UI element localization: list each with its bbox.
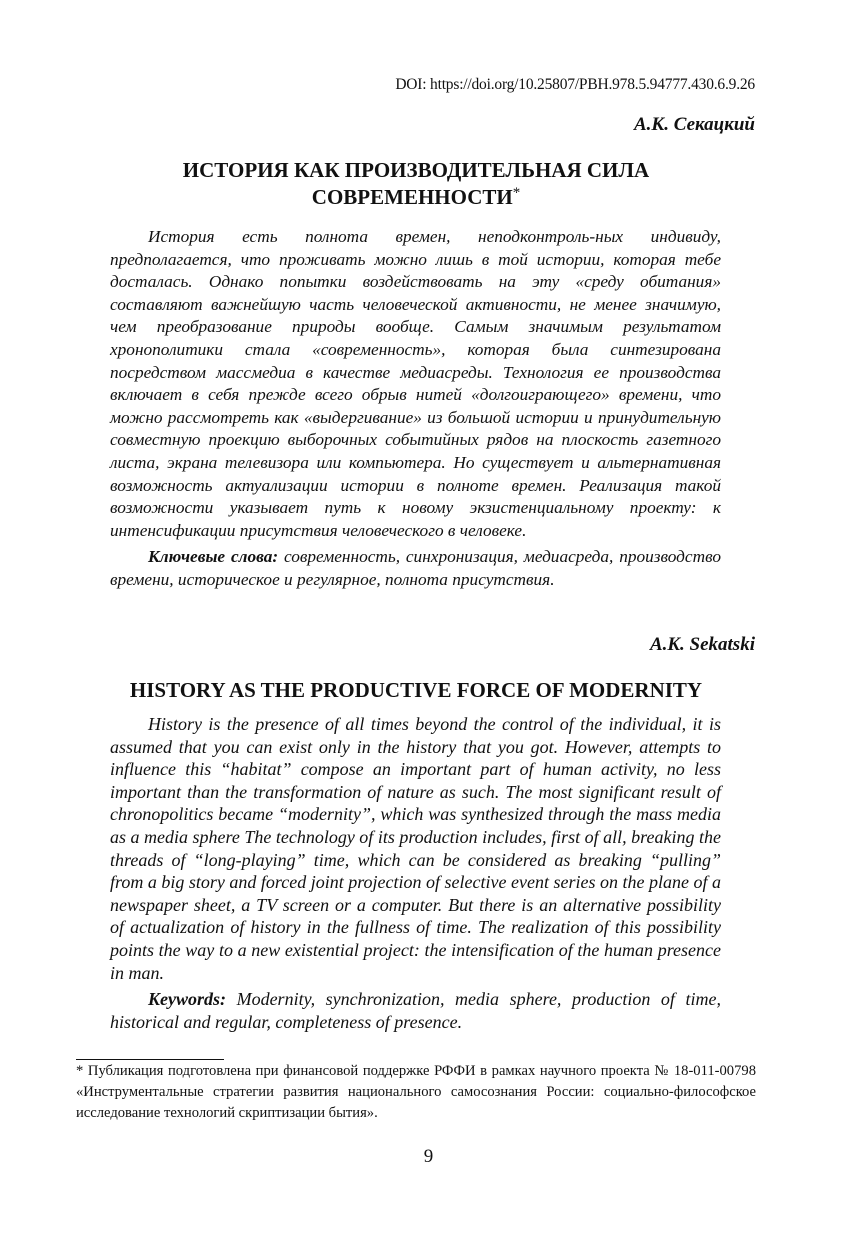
footnote-marker: *: [512, 185, 521, 201]
author-en: A.K. Sekatski: [649, 634, 755, 655]
keywords-ru-label: Ключевые слова:: [148, 547, 279, 567]
footnote-divider: [76, 1059, 224, 1060]
keywords-ru-text: современность, синхронизация, медиасреда, производство времени, историческое и регулярное, полнота присутствия.: [110, 547, 721, 589]
abstract-ru: [110, 226, 721, 592]
keywords-en-label: Keywords:: [148, 989, 226, 1010]
keywords-ru: [110, 546, 721, 591]
doi-line: DOI: https://doi.org/10.25807/PBH.978.5.94777.430.6.9.26: [395, 76, 755, 93]
title-ru-line2: [110, 184, 722, 211]
abstract-ru-text: История есть полнота времен, неподконтроль-ных индивиду, предполагается, что проживать можно лишь в той истории, которая тебе досталась. Однако попытки воздействовать на эту «среду обитания» составляют важнейшую часть человеческой активности, не менее значимую, чем преобразование природы вообще. Самым значимым результатом хронополитики стала «современность», которая была синтезирована посредством массмедиа в качестве медиасреды. Технология ее производства включает в себя прежде всего обрыв нитей «долгоиграющего» времени, что можно рассмотреть как «выдергивание» из большой истории и принудительную совместную проекцию выборочных событийных рядов на плоскость газетного листа, экрана телевизора или компьютера. Но существует и альтернативная возможность актуализации истории в полноте времен. Реализация такой возможности указывает путь к новому экзистенциальному проекту: к интенсификации присутствия человеческого в человеке.: [110, 227, 721, 540]
keywords-en: [110, 988, 721, 1033]
title-en: HISTORY AS THE PRODUCTIVE FORCE OF MODERNITY: [129, 678, 703, 702]
title-ru-line2-text: СОВРЕМЕННОСТИ: [311, 185, 513, 209]
author-ru: А.К. Секацкий: [633, 114, 755, 135]
abstract-en-text: History is the presence of all times beyond the control of the individual, it is assumed that you can exist only in the history that you got. However, attempts to influence this “habitat” compose an important part of human activity, no less important than the transformation of nature as such. The most significant result of chronopolitics became “modernity”, which was synthesized through the mass media as a media sphere The technology of its production includes, first of all, breaking the threads of “long-playing” time, which can be considered as breaking “pulling” from a big story and forced joint projection of selective event series on the plane of a newspaper sheet, a TV screen or a computer. But there is an alternative possibility of actualization of history in the fullness of time. The realization of this possibility points the way to a new existential project: the intensification of the human presence in man.: [110, 714, 721, 983]
abstract-en: [110, 713, 721, 1033]
title-ru: [110, 157, 722, 211]
page-number: 9: [423, 1146, 434, 1167]
title-ru-line1: ИСТОРИЯ КАК ПРОИЗВОДИТЕЛЬНАЯ СИЛА: [182, 158, 650, 182]
keywords-en-text: Modernity, synchronization, media sphere, production of time, historical and regular, completeness of presence.: [110, 989, 721, 1032]
footnote: * Публикация подготовлена при финансовой поддержке РФФИ в рамках научного проекта № 18-011-00798 «Инструментальные стратегии развития национального самосознания России: социально-философское исследование технологий скриптизации бытия».: [76, 1063, 756, 1121]
